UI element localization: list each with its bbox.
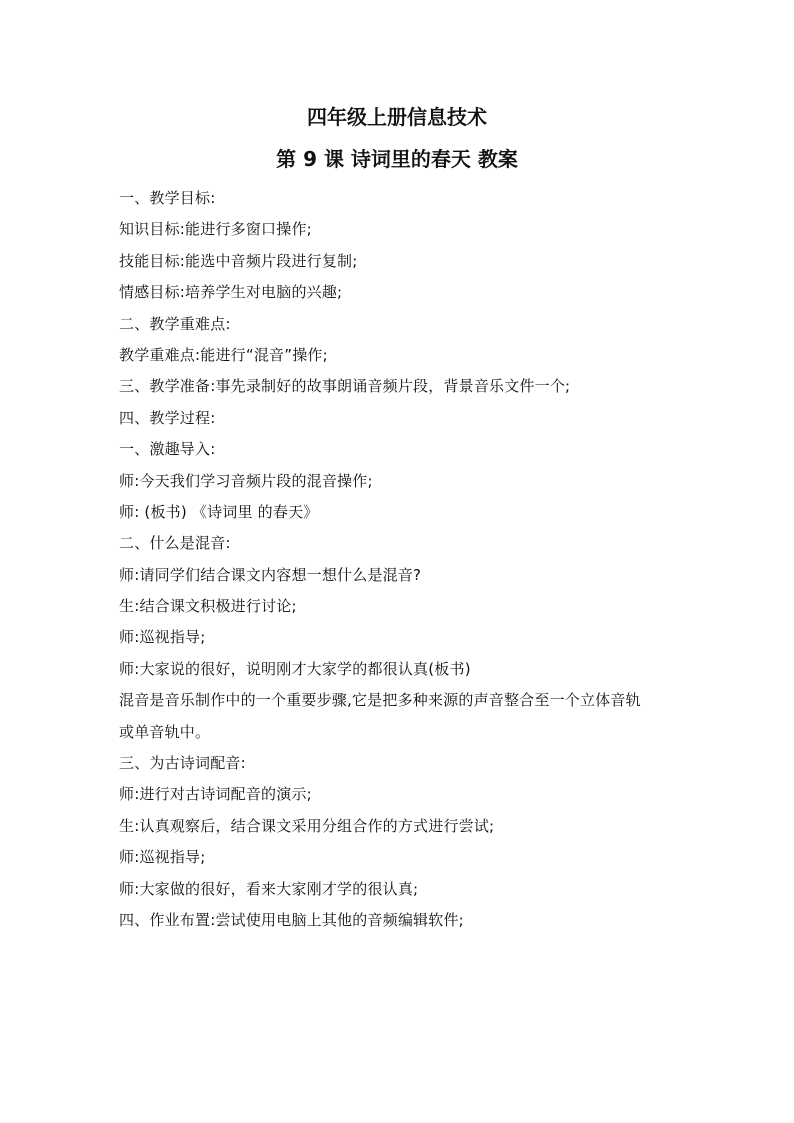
text-line: 师:请同学们结合课文内容想一想什么是混音? [119, 565, 422, 584]
text-line: 师:大家做的很好，看来大家刚才学的很认真; [119, 879, 419, 898]
text-line: 一、激趣导入: [119, 440, 216, 459]
text-line: 三、为古诗词配音: [119, 754, 246, 773]
text-line: 知识目标:能进行多窗口操作; [119, 220, 312, 239]
text-line: 二、什么是混音: [119, 534, 231, 553]
text-line: 四、教学过程: [119, 408, 216, 427]
text-line: 师:巡视指导; [119, 848, 206, 867]
text-line: 生:结合课文积极进行讨论; [119, 597, 297, 616]
text-line: 技能目标:能选中音频片段进行复制; [119, 251, 358, 270]
text-line: 一、教学目标: [119, 189, 216, 207]
text-line: 师:大家说的很好，说明刚才大家学的都很认真(板书) [119, 659, 471, 678]
text-line: 师:进行对古诗词配音的演示; [119, 785, 312, 804]
text-line: 四、作业布置:尝试使用电脑上其他的音频编辑软件; [119, 910, 464, 929]
text-line: 二、教学重难点: [119, 314, 231, 333]
document-title: 四年级上册信息技术 [307, 105, 487, 129]
text-line: 混音是音乐制作中的一个重要步骤,它是把多种来源的声音整合至一个立体音轨 [119, 691, 641, 710]
text-line: 情感目标:培养学生对电脑的兴趣; [119, 283, 343, 302]
text-line: 三、教学准备:事先录制好的故事朗诵音频片段，背景音乐文件一个; [119, 377, 571, 396]
text-line: 教学重难点:能进行“混音”操作; [119, 345, 328, 364]
lesson-title: 第 9 课 诗词里的春天 教案 [276, 147, 518, 171]
text-line: 或单音轨中。 [119, 722, 211, 741]
text-line: 师: (板书) 《诗词里 的春天》 [119, 502, 319, 521]
text-line: 师:巡视指导; [119, 628, 206, 647]
text-line: 生:认真观察后，结合课文采用分组合作的方式进行尝试; [119, 816, 495, 835]
text-line: 师:今天我们学习音频片段的混音操作; [119, 471, 373, 490]
lesson-plan-body [119, 183, 684, 936]
